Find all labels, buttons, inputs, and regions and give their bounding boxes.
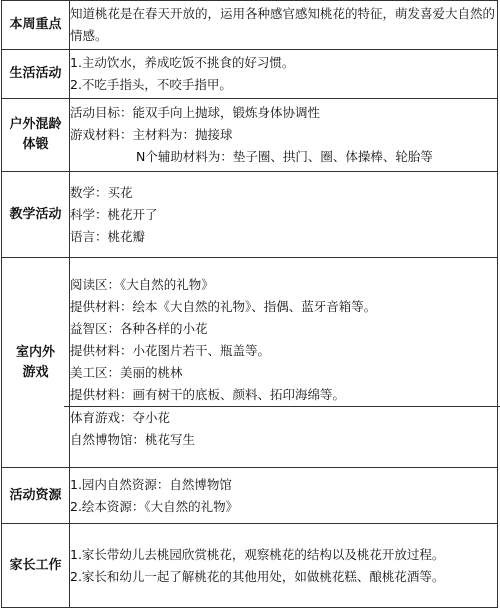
weekly-focus-text: 知道桃花是在春天开放的，运用各种感官感知桃花的特征，萌发喜爱大自然的情感。 [70,6,496,43]
daily-life-line: 1.主动饮水，养成吃饭不挑食的好习惯。 [70,55,295,70]
content-teaching [70,172,498,258]
game-material-line: 提供材料：绘本《大自然的礼物》、指偶、蓝牙音箱等。 [70,299,377,314]
row-resources [2,468,498,524]
label-games: 室内外 游戏 [2,258,70,468]
row-parent-work [2,524,498,608]
label-teaching: 教学活动 [2,172,70,258]
outdoor-goal-line: 活动目标：能双手向上抛球，锻炼身体协调性 [70,105,321,120]
game-area-line: 美工区：美丽的桃林 [70,365,183,380]
row-daily-life [2,50,498,99]
game-area-line: 阅读区：《大自然的礼物》 [70,277,214,292]
resource-line: 2.绘本资源：《大自然的礼物》 [70,498,239,514]
teaching-line: 数学：买花 [70,184,133,200]
row-weekly-focus [2,1,498,50]
row-outdoor-exercise [2,99,498,172]
label-parent-work: 家长工作 [2,524,70,608]
game-material-line: 提供材料：小花图片若干、瓶盖等。 [70,343,271,358]
games-outdoor-section [64,406,500,451]
game-material-line: 提供材料：画有树干的底板、颜料、拓印海绵等。 [70,387,346,402]
row-games [2,258,498,468]
content-outdoor-exercise [70,99,498,172]
label-outdoor-exercise: 户外混龄 体锻 [2,99,70,172]
weekly-plan-table [1,0,498,608]
outdoor-material-line: 游戏材料：主材料为：抛接球 [70,127,233,142]
parent-work-line: 2.家长和幼儿一起了解桃花的其他用处，如做桃花糕、酿桃花酒等。 [70,568,445,584]
content-daily-life [70,50,498,99]
game-outdoor-line: 体育游戏：夺小花 [70,410,171,425]
label-weekly-focus: 本周重点 [2,1,70,50]
outdoor-aux-material-line: N个辅助材料为：垫子圈、拱门、圈、体操棒、轮胎等 [136,149,433,164]
teaching-line: 语言：桃花瓣 [70,228,146,244]
label-daily-life: 生活活动 [2,50,70,99]
daily-life-line: 2.不吃手指头，不咬手指甲。 [70,77,232,92]
content-games [70,258,498,468]
row-teaching [2,172,498,258]
game-area-line: 益智区：各种各样的小花 [70,321,208,336]
teaching-line: 科学：桃花开了 [70,206,158,222]
content-parent-work [70,524,498,608]
content-weekly-focus [70,1,498,50]
resource-line: 1.园内自然资源：自然博物馆 [70,476,232,492]
game-outdoor-line: 自然博物馆：桃花写生 [70,432,196,447]
parent-work-line: 1.家长带幼儿去桃园欣赏桃花，观察桃花的结构以及桃花开放过程。 [70,546,445,562]
content-resources [70,468,498,524]
label-resources: 活动资源 [2,468,70,524]
